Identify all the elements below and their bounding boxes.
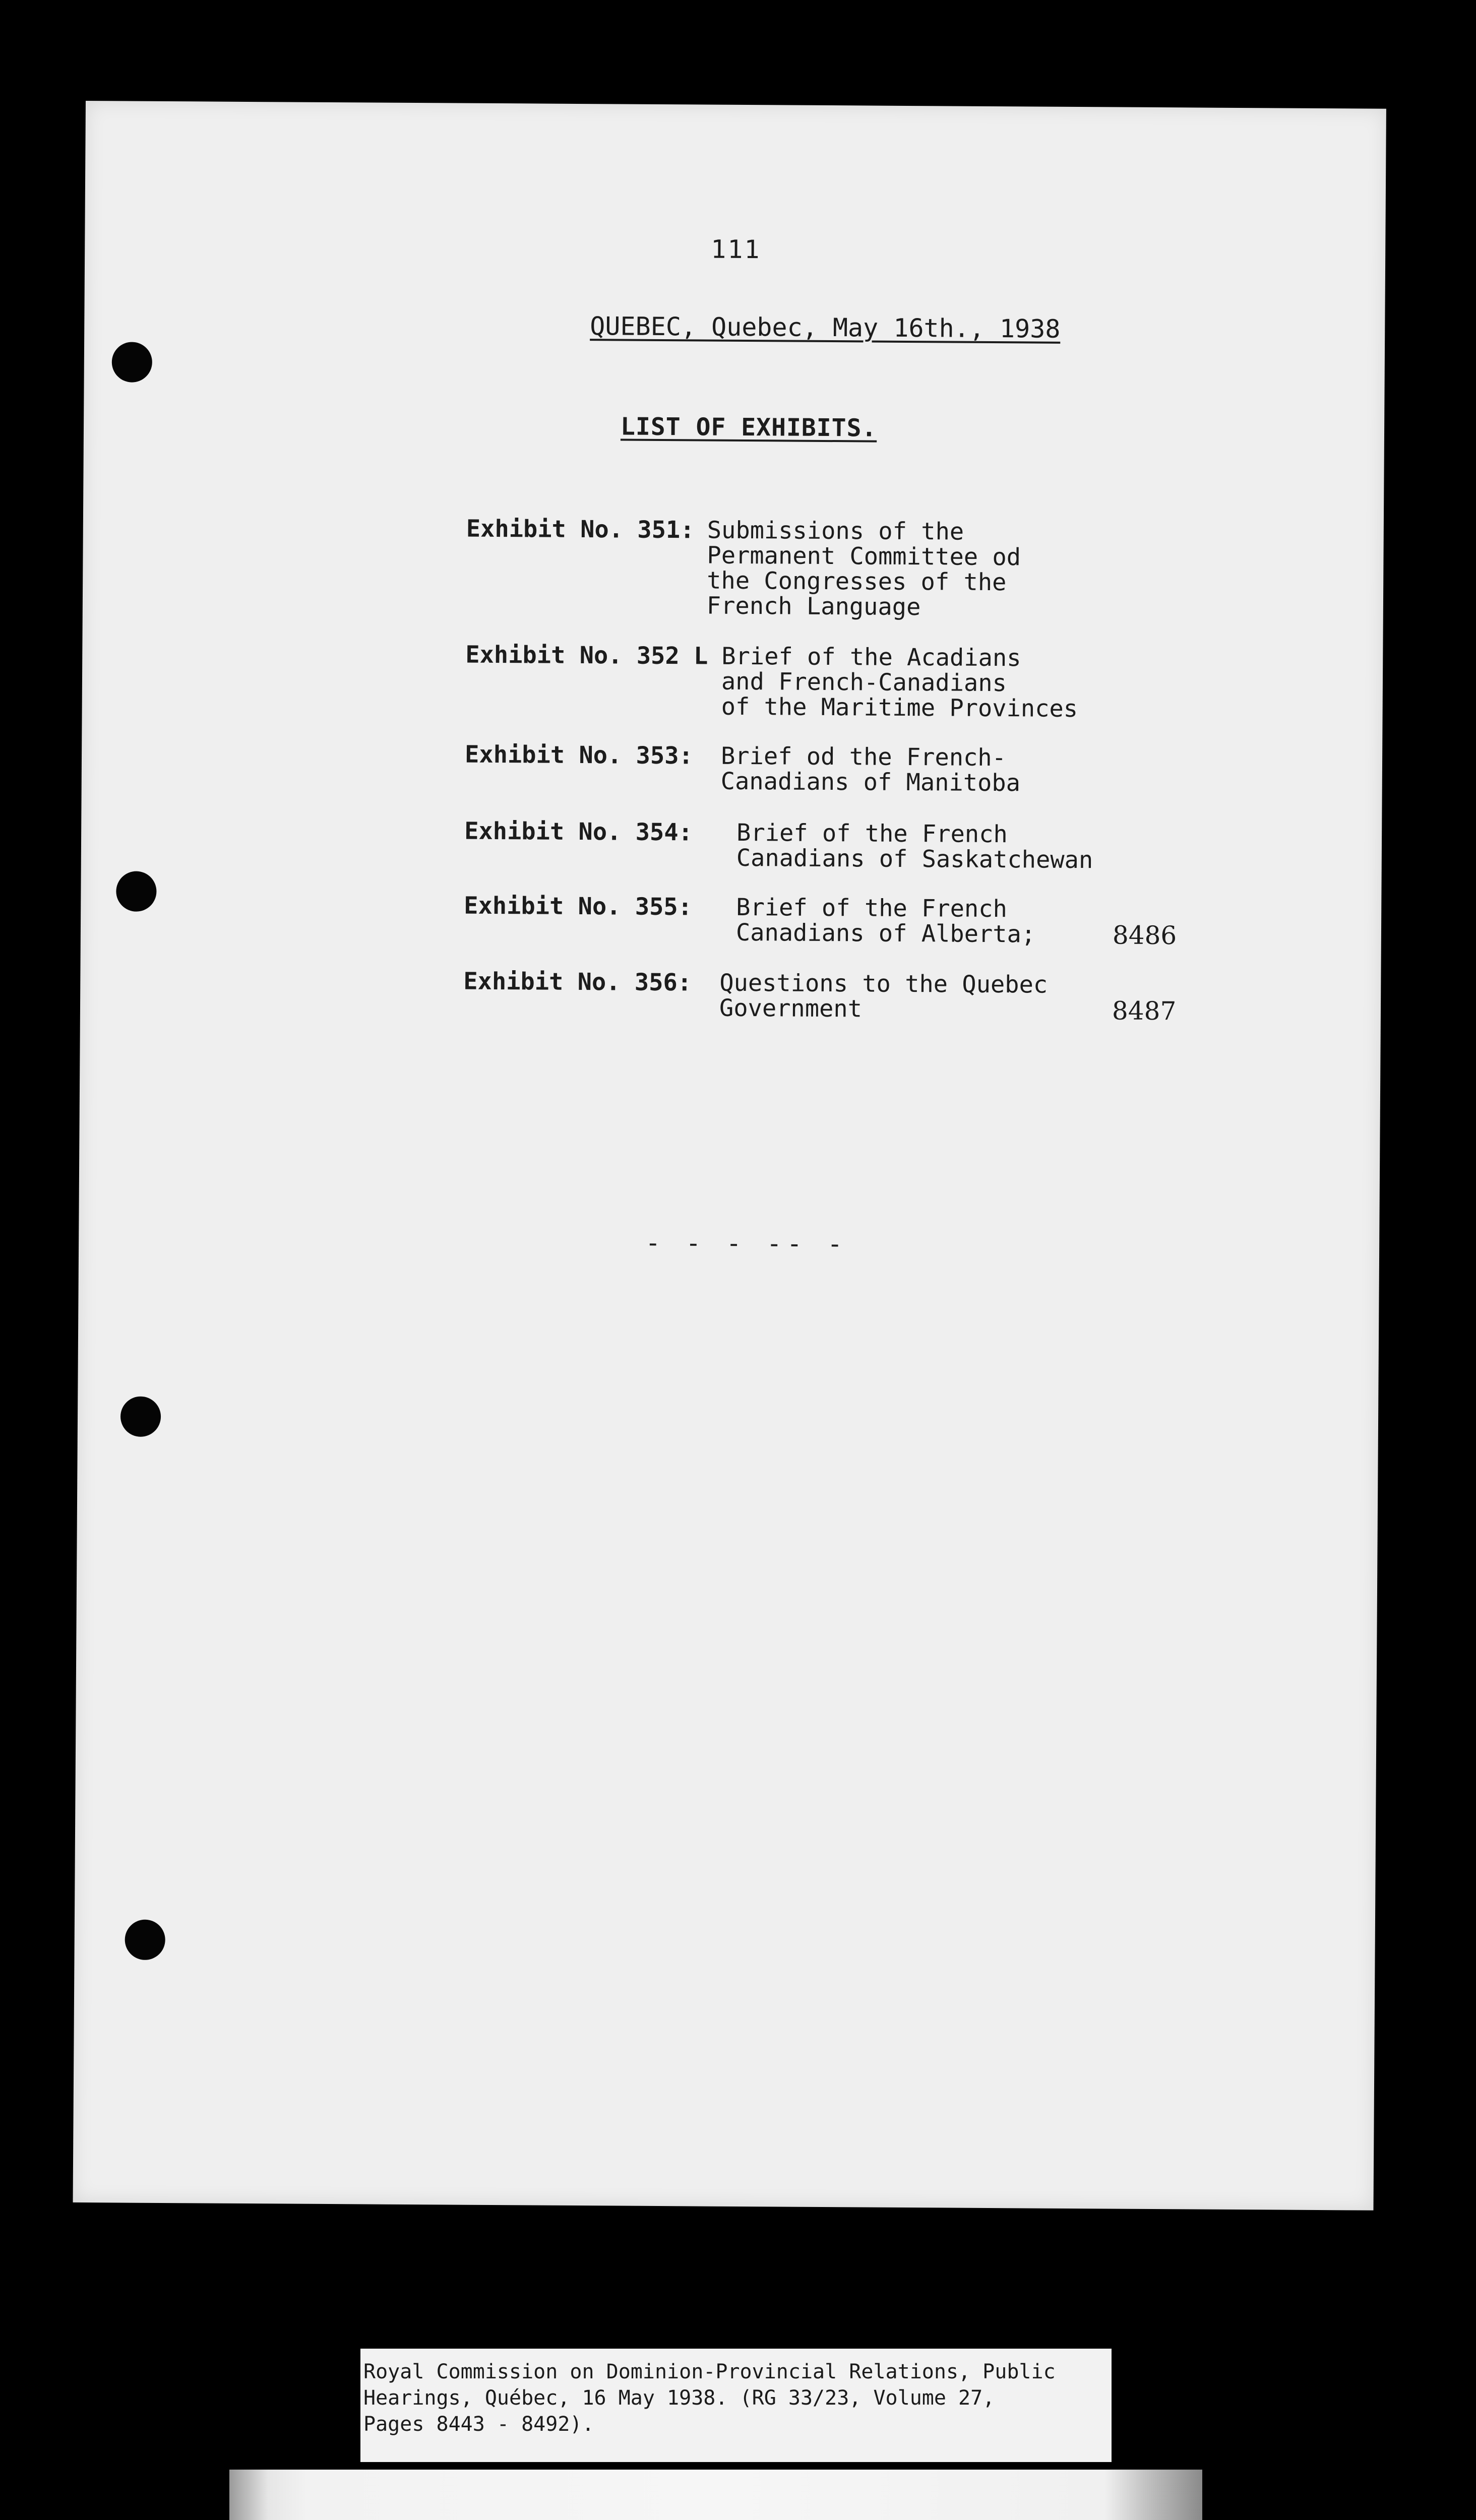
- place-date-heading: QUEBEC, Quebec, May 16th., 1938: [590, 311, 1061, 344]
- exhibit-description: Brief of the French Canadians of Saskatchewan: [736, 818, 1093, 874]
- exhibit-description: Brief od the French- Canadians of Manitoba: [720, 742, 1021, 797]
- punch-hole: [116, 871, 156, 911]
- exhibit-description: Questions to the Quebec Government: [719, 969, 1048, 1023]
- exhibit-number: Exhibit No. 352 L: [465, 641, 708, 670]
- caption-line: Hearings, Québec, 16 May 1938. (RG 33/23, Volume 27,: [363, 2386, 995, 2410]
- exhibit-number: Exhibit No. 353:: [464, 740, 693, 770]
- exhibit-description: Brief of the Acadians and French-Canadians of the Maritime Provinces: [721, 642, 1078, 723]
- punch-hole: [125, 1920, 165, 1960]
- exhibit-entry: [464, 892, 1321, 951]
- document-page: [73, 101, 1386, 2211]
- page-number: 111: [711, 234, 761, 265]
- exhibit-entry: [464, 740, 1322, 797]
- archives-label-card: [229, 2470, 1202, 2520]
- exhibit-number: Exhibit No. 354:: [464, 817, 693, 847]
- exhibit-entry: [464, 817, 1321, 874]
- caption-line: Royal Commission on Dominion-Provincial Relations, Public: [363, 2360, 1056, 2383]
- exhibit-number: Exhibit No. 355:: [464, 892, 693, 921]
- exhibit-page-reference: 8486: [1112, 920, 1177, 951]
- caption-line: Pages 8443 - 8492).: [363, 2413, 594, 2436]
- end-separator: - - - -- -: [645, 1228, 848, 1259]
- exhibit-entry: [463, 967, 1320, 1026]
- exhibit-entry: [466, 515, 1323, 621]
- archival-caption: [360, 2349, 1112, 2462]
- exhibit-number: Exhibit No. 351:: [466, 515, 695, 544]
- exhibit-page-reference: 8487: [1112, 996, 1177, 1026]
- punch-hole: [112, 342, 152, 382]
- exhibit-description: Submissions of the Permanent Committee od the Congresses of the French Language: [706, 516, 1021, 621]
- exhibit-entry: [465, 641, 1322, 723]
- list-title: LIST OF EXHIBITS.: [620, 412, 877, 443]
- punch-hole: [120, 1396, 161, 1436]
- exhibit-number: Exhibit No. 356:: [463, 967, 692, 997]
- exhibit-description: Brief of the French Canadians of Alberta;: [735, 893, 1036, 949]
